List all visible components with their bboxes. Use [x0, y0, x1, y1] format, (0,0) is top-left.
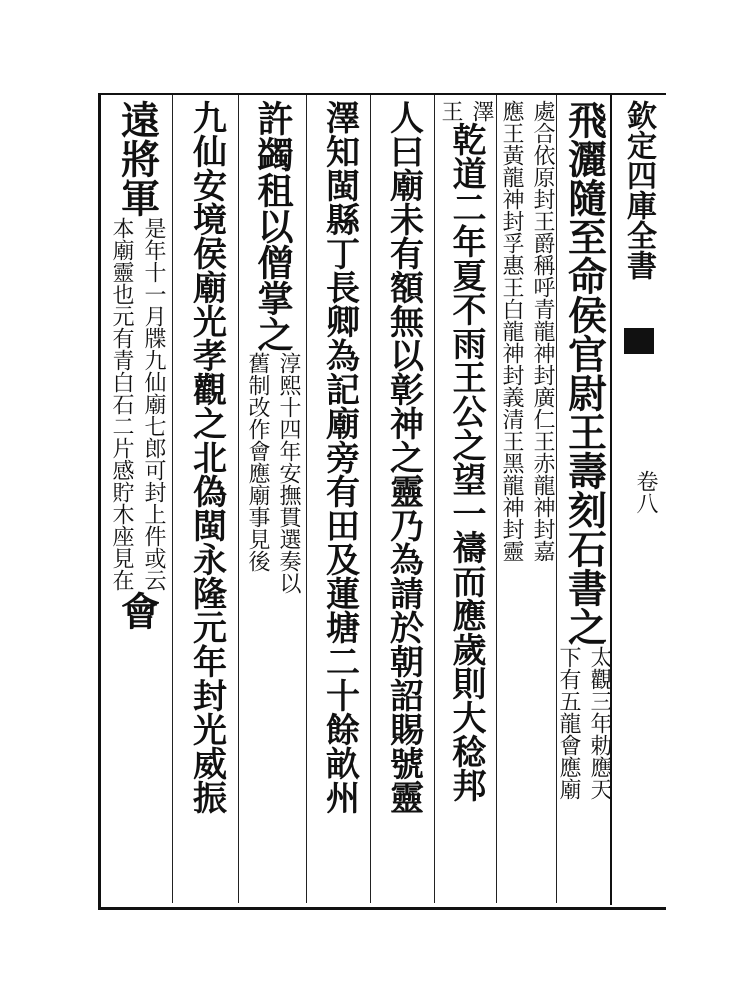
annotation	[106, 217, 168, 591]
annotation-line: 處合依原封王爵稱呼青龍神封廣仁王赤龍神封嘉	[530, 100, 555, 562]
text-column-3	[436, 100, 496, 802]
main-text: 遠將軍	[114, 100, 161, 217]
fish-tail-mark	[624, 328, 654, 354]
main-text: 飛灑隨至命侯官尉王壽刻石書之	[561, 100, 608, 646]
annotation-line: 應王黃龍神封孚惠王白龍神封義清王黑龍神封靈	[499, 100, 524, 562]
text-column-6	[240, 100, 306, 594]
main-text: 澤知閩縣丁長卿為記廟旁有田及蓮塘二十餘畝州	[319, 100, 360, 814]
annotation-line: 舊制改作會應廟事見後	[245, 352, 270, 572]
column-rule	[306, 95, 307, 903]
text-column-1	[558, 100, 610, 800]
annotation	[243, 352, 303, 594]
text-column-7	[174, 100, 238, 814]
column-rule	[434, 95, 435, 903]
main-text: 許蠲租以僧掌之	[252, 100, 294, 352]
annotation	[554, 646, 614, 800]
annotation-line: 澤	[469, 100, 494, 122]
annotation-line: 王	[438, 100, 463, 122]
book-title: 欽定四庫全書	[621, 100, 656, 280]
main-text: 會	[114, 591, 161, 630]
column-rule	[370, 95, 371, 903]
annotation-line: 淳熙十四年安撫貫選奏以	[276, 352, 301, 594]
column-rule	[238, 95, 239, 903]
text-column-5	[308, 100, 370, 814]
annotation-line: 下有五龍會應廟	[556, 646, 581, 800]
main-text: 人曰廟未有額無以彰神之靈乃為請於朝詔賜號靈	[383, 100, 424, 814]
text-column-8	[104, 100, 170, 630]
column-rule	[172, 95, 173, 903]
annotation-line: 是年十一月牒九仙廟七郎可封上件或云	[141, 217, 166, 591]
text-column-2	[498, 100, 556, 562]
juan-number: 卷八	[633, 470, 658, 514]
annotation	[497, 100, 557, 562]
text-column-4	[372, 100, 434, 814]
annotation-line: 本廟靈也元有青白石二片感貯木座見在	[109, 217, 134, 591]
annotation	[436, 100, 496, 122]
main-text: 乾道二年夏不雨王公之望一禱而應歲則大稔邦	[446, 122, 486, 802]
annotation-line: 太觀三年勅應天	[587, 646, 612, 800]
main-text: 九仙安境侯廟光孝觀之北偽閩永隆元年封光威振	[186, 100, 227, 814]
